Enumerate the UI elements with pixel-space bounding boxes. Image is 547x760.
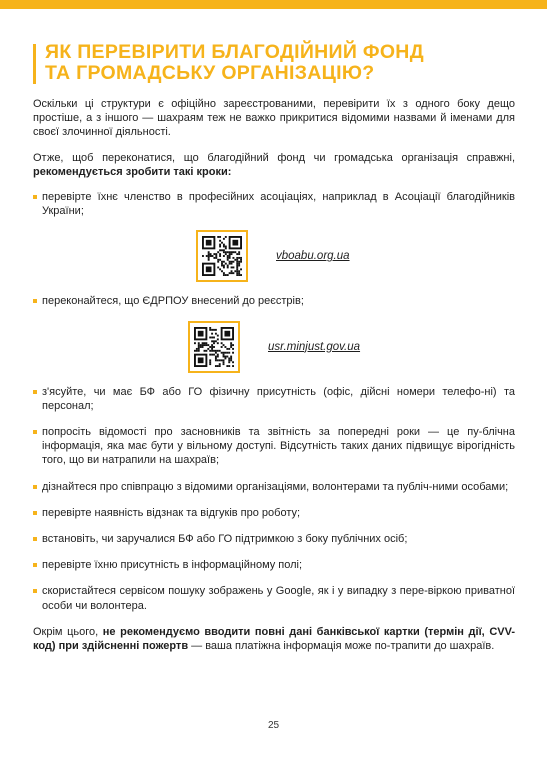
final-pre: Окрім цього, [33, 625, 103, 638]
lead-text: Отже, щоб переконатися, що благодійний фонд чи громадська організація справжні, [33, 151, 515, 164]
list-item: перевірте їхню присутність в інформаційному полі; [33, 558, 515, 572]
qr-row-minjust [33, 321, 515, 373]
list-item: дізнайтеся про співпрацю з відомими організаціями, волонтерами та публіч-ними особами; [33, 480, 515, 494]
lead-bold: рекомендується зробити такі кроки: [33, 165, 232, 178]
qr-code-icon[interactable] [188, 321, 240, 373]
qr-code-graphic [202, 236, 242, 276]
main-content [33, 97, 515, 653]
list-item: перевірте їхнє членство в професійних асоціаціях, наприклад в Асоціації благодійників України; [33, 190, 515, 218]
qr-code-graphic [194, 327, 234, 367]
final-paragraph [33, 625, 515, 653]
top-accent-bar [0, 0, 547, 9]
intro-paragraph: Оскільки ці структури є офіційно зареєстрованими, перевірити їх з одного боку дещо простіше, а з іншого — шахраям теж не важко прикритися відомими назвами й іменами для своєї злочинної діяльності. [33, 98, 515, 139]
title-line-1: ЯК ПЕРЕВІРИТИ БЛАГОДІЙНИЙ ФОНД [45, 41, 424, 63]
title-accent-bar [33, 44, 36, 84]
list-item: попросіть відомості про засновників та звітність за попередні роки — це пу-блічна інформація, яка має бути у вільному доступі. Відсутність таких даних підвищує вірогідність того, що ви натрапили на шахраїв; [33, 425, 515, 468]
page-title [45, 42, 513, 84]
list-item: переконайтеся, що ЄДРПОУ внесений до реєстрів; [33, 294, 515, 308]
qr-code-icon[interactable] [196, 230, 248, 282]
title-line-2: ТА ГРОМАДСЬКУ ОРГАНІЗАЦІЮ? [45, 62, 375, 84]
final-post: — ваша платіжна інформація може по-трапити до шахраїв. [188, 640, 495, 653]
list-item: встановіть, чи заручалися БФ або ГО підтримкою з боку публічних осіб; [33, 532, 515, 546]
title-block [33, 42, 513, 84]
list-item: скористайтеся сервісом пошуку зображень у Google, як і у випадку з пере-віркою приватної особи чи волонтера. [33, 584, 515, 612]
qr-row-vboabu [33, 230, 515, 282]
page-number: 25 [267, 720, 280, 731]
list-item: перевірте наявність відзнак та відгуків про роботу; [33, 506, 515, 520]
link-vboabu[interactable]: vboabu.org.ua [276, 250, 350, 263]
link-minjust[interactable]: usr.minjust.gov.ua [268, 340, 361, 353]
lead-paragraph [33, 151, 515, 179]
final-bold: не рекомендуємо вводити повні дані банківської картки (термін дії, CVV-код) при здійсненні пожертв [33, 625, 515, 653]
list-item: з'ясуйте, чи має БФ або ГО фізичну присутність (офіс, дійсні номери телефо-ні) та персонал; [33, 385, 515, 413]
